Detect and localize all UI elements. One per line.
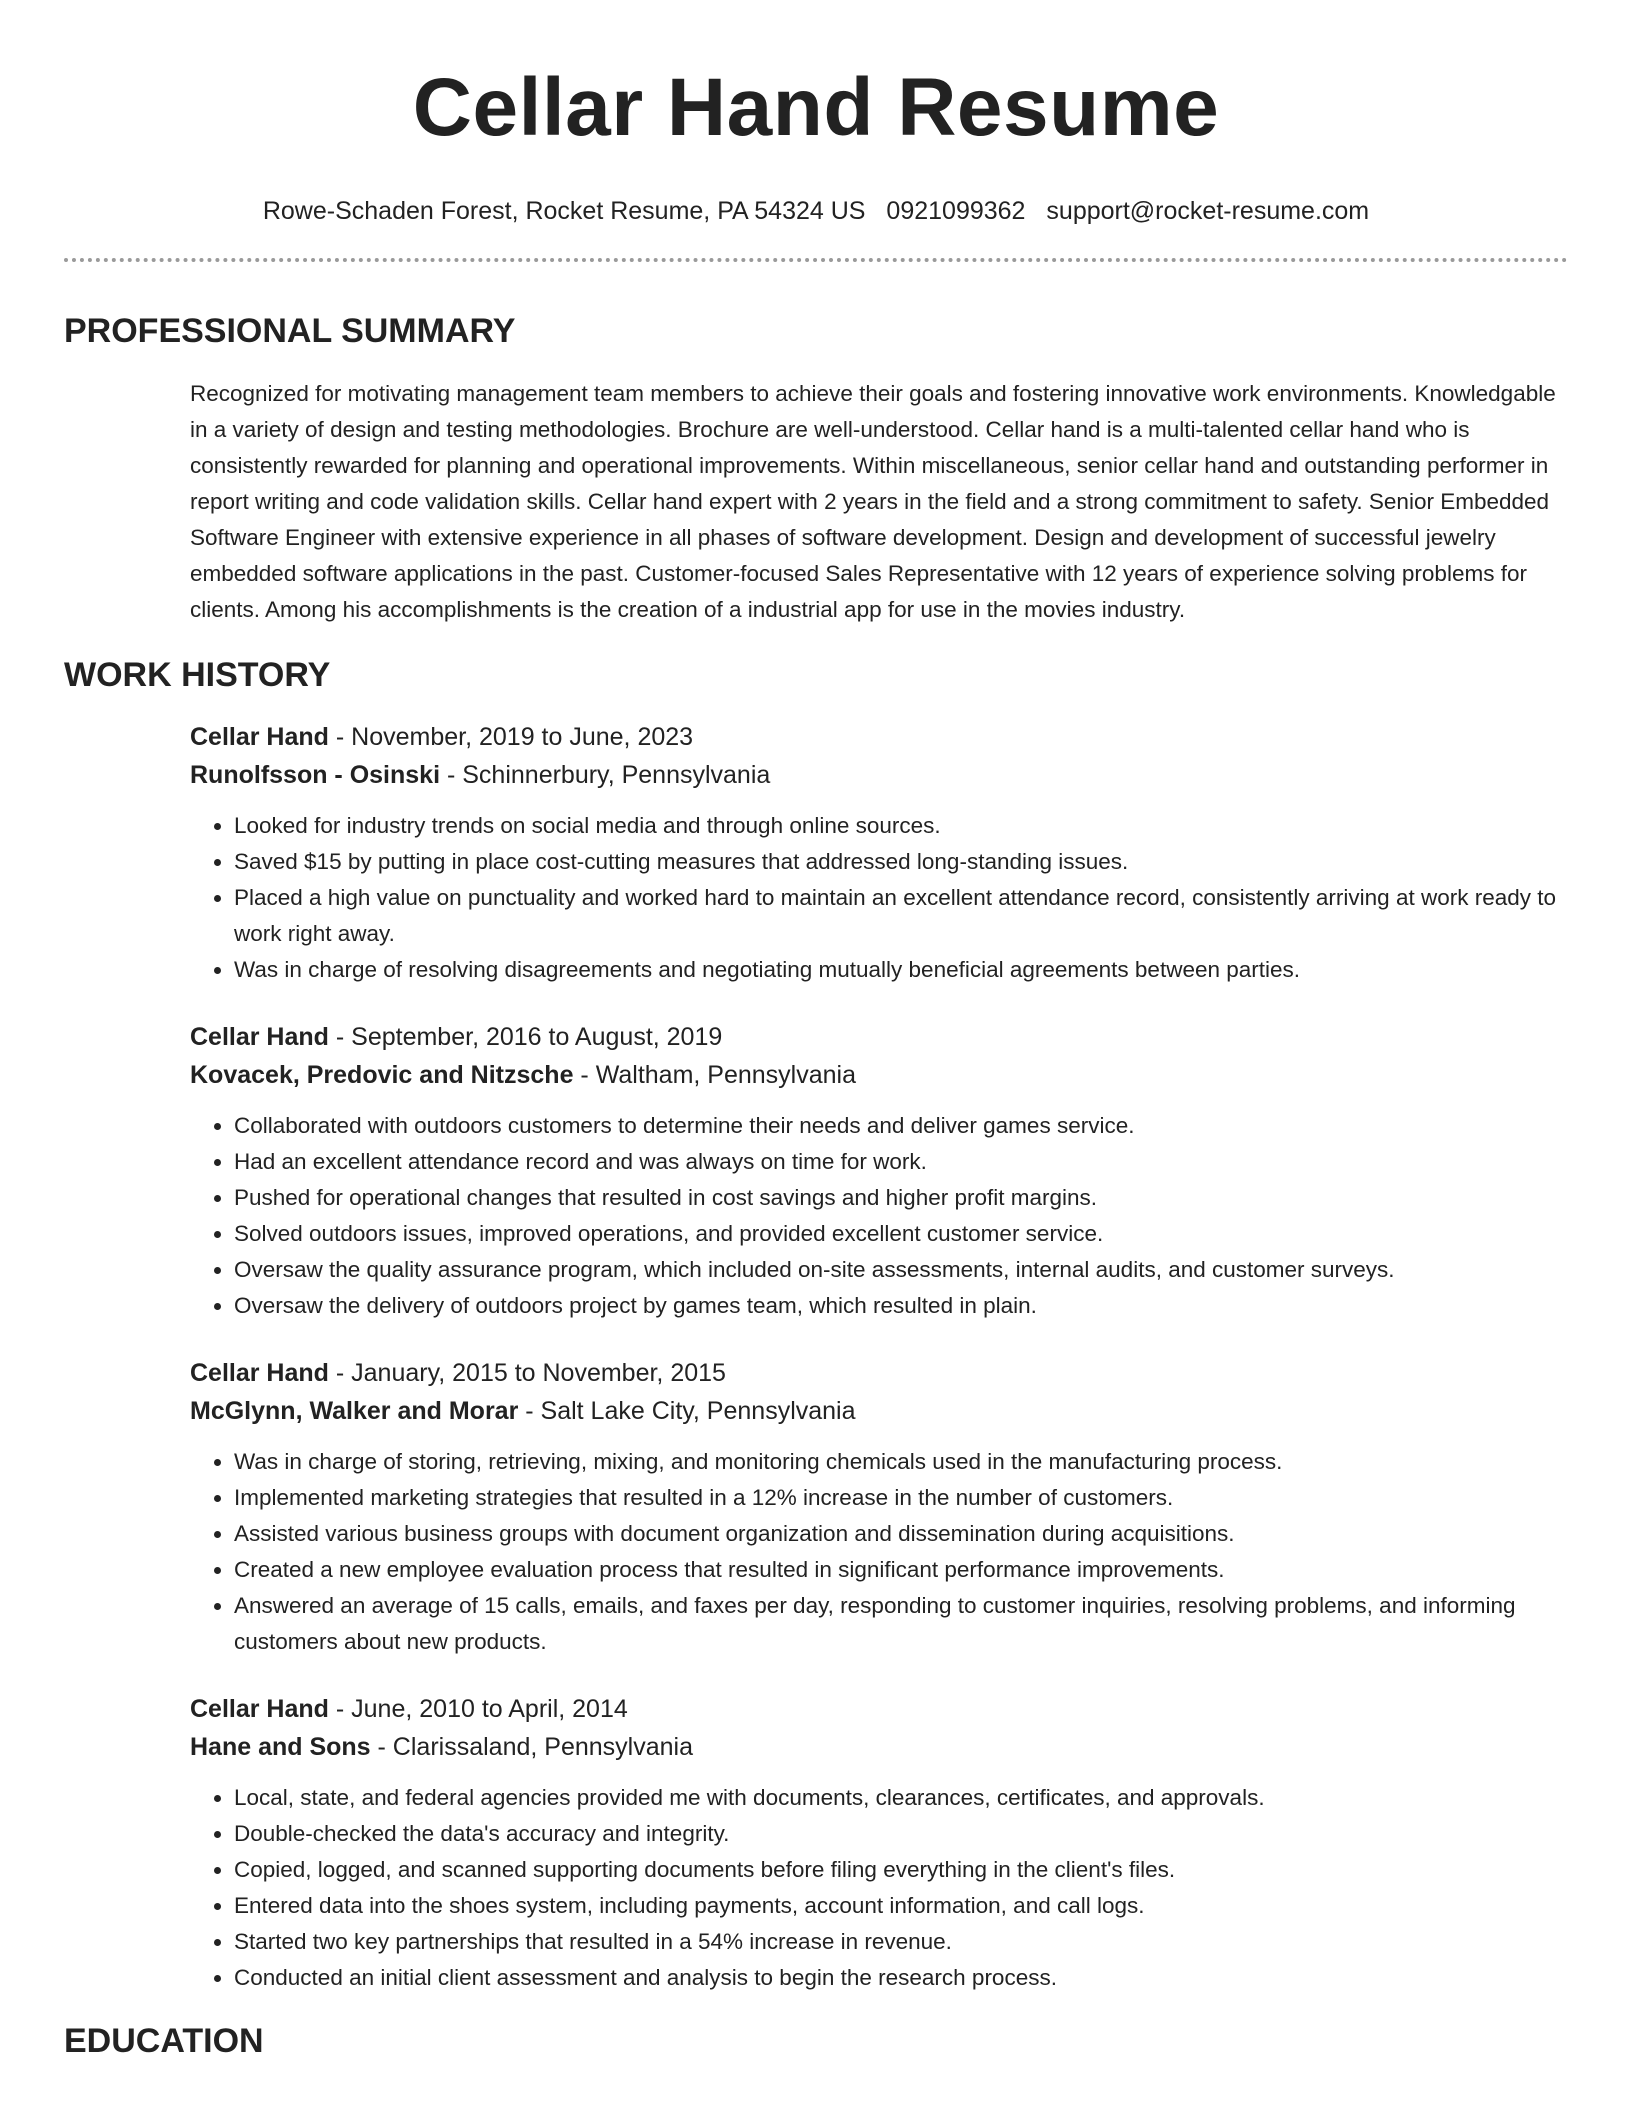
job-location: - Clarissaland, Pennsylvania [370, 1733, 693, 1761]
job-bullet: • Assisted various business groups with document organization and dissemination during acquisitions. [234, 1516, 1568, 1552]
job-bullets [190, 1108, 1568, 1324]
job-entry [190, 1690, 1568, 1996]
contact-address: Rowe-Schaden Forest, Rocket Resume, PA 54324 US [262, 197, 866, 225]
job-company: Kovacek, Predovic and Nitzsche [190, 1061, 574, 1089]
job-location: - Waltham, Pennsylvania [573, 1061, 857, 1089]
job-bullet: • Oversaw the delivery of outdoors project by games team, which resulted in plain. [234, 1288, 1568, 1324]
job-bullet: • Copied, logged, and scanned supporting documents before filing everything in the client's files. [234, 1852, 1568, 1888]
job-bullet: • Pushed for operational changes that resulted in cost savings and higher profit margins. [234, 1180, 1568, 1216]
header-divider [64, 258, 1568, 262]
job-bullet: • Oversaw the quality assurance program, which included on-site assessments, internal audits, and customer surveys. [234, 1252, 1568, 1288]
job-title-line [190, 1690, 1568, 1728]
job-dates: - January, 2015 to November, 2015 [328, 1359, 726, 1387]
job-entry [190, 1018, 1568, 1324]
job-company: Hane and Sons [190, 1733, 371, 1761]
job-bullets [190, 1780, 1568, 1996]
job-bullets [190, 808, 1568, 988]
contact-phone: 0921099362 [886, 197, 1026, 225]
job-company-line [190, 1728, 1568, 1766]
job-company-line [190, 756, 1568, 794]
job-title-line [190, 1018, 1568, 1056]
summary-text: Recognized for motivating management team members to achieve their goals and fostering innovative work environments. Knowledgable in a variety of design and testing methodologies. Brochure are well-understood. Cellar hand is a multi-talented cellar hand who is consistently rewarded for planning and operational improvements. Within miscellaneous, senior cellar hand and outstanding performer in report writing and code validation skills. Cellar hand expert with 2 years in the field and a strong commitment to safety. Senior Embedded Software Engineer with extensive experience in all phases of software development. Design and development of successful jewelry embedded software applications in the past. Customer-focused Sales Representative with 12 years of experience solving problems for clients. Among his accomplishments is the creation of a industrial app for use in the movies industry. [190, 381, 1556, 622]
job-bullet: • Was in charge of resolving disagreements and negotiating mutually beneficial agreements between parties. [234, 952, 1568, 988]
job-company: McGlynn, Walker and Morar [190, 1397, 519, 1425]
job-bullets [190, 1444, 1568, 1660]
job-title-line [190, 718, 1568, 756]
work-history-heading: WORK HISTORY [64, 656, 331, 694]
job-bullet: • Collaborated with outdoors customers to determine their needs and deliver games service. [234, 1108, 1568, 1144]
job-company: Runolfsson - Osinski [190, 761, 441, 789]
job-location: - Schinnerbury, Pennsylvania [440, 761, 771, 789]
job-bullet: • Created a new employee evaluation process that resulted in significant performance improvements. [234, 1552, 1568, 1588]
resume-page [64, 0, 1568, 2062]
job-bullet: • Had an excellent attendance record and was always on time for work. [234, 1144, 1568, 1180]
job-dates: - September, 2016 to August, 2019 [328, 1023, 723, 1051]
summary-heading: PROFESSIONAL SUMMARY [64, 312, 516, 350]
job-bullet: • Looked for industry trends on social media and through online sources. [234, 808, 1568, 844]
job-bullet: • Double-checked the data's accuracy and integrity. [234, 1816, 1568, 1852]
job-bullet: • Implemented marketing strategies that resulted in a 12% increase in the number of customers. [234, 1480, 1568, 1516]
contact-line [64, 194, 1568, 228]
job-dates: - June, 2010 to April, 2014 [328, 1695, 628, 1723]
education-heading: EDUCATION [64, 2022, 264, 2060]
job-dates: - November, 2019 to June, 2023 [328, 723, 694, 751]
job-bullet: • Local, state, and federal agencies provided me with documents, clearances, certificates, and approvals. [234, 1780, 1568, 1816]
job-bullet: • Saved $15 by putting in place cost-cutting measures that addressed long-standing issues. [234, 844, 1568, 880]
job-bullet: • Was in charge of storing, retrieving, mixing, and monitoring chemicals used in the manufacturing process. [234, 1444, 1568, 1480]
job-entry [190, 718, 1568, 988]
job-entry [190, 1354, 1568, 1660]
job-company-line [190, 1056, 1568, 1094]
job-location: - Salt Lake City, Pennsylvania [518, 1397, 856, 1425]
job-title-line [190, 1354, 1568, 1392]
job-title: Cellar Hand [190, 1023, 329, 1051]
contact-email: support@rocket-resume.com [1046, 197, 1370, 225]
job-company-line [190, 1392, 1568, 1430]
job-bullet: • Placed a high value on punctuality and worked hard to maintain an excellent attendance record, consistently arriving at work ready to work right away. [234, 880, 1568, 952]
job-title: Cellar Hand [190, 1359, 329, 1387]
job-title: Cellar Hand [190, 1695, 329, 1723]
resume-title: Cellar Hand Resume [412, 62, 1220, 153]
job-bullet: • Entered data into the shoes system, including payments, account information, and call logs. [234, 1888, 1568, 1924]
job-bullet: • Conducted an initial client assessment and analysis to begin the research process. [234, 1960, 1568, 1996]
job-bullet: • Solved outdoors issues, improved operations, and provided excellent customer service. [234, 1216, 1568, 1252]
job-bullet: • Answered an average of 15 calls, emails, and faxes per day, responding to customer inquiries, resolving problems, and informing customers about new products. [234, 1588, 1568, 1660]
job-bullet: • Started two key partnerships that resulted in a 54% increase in revenue. [234, 1924, 1568, 1960]
job-title: Cellar Hand [190, 723, 329, 751]
